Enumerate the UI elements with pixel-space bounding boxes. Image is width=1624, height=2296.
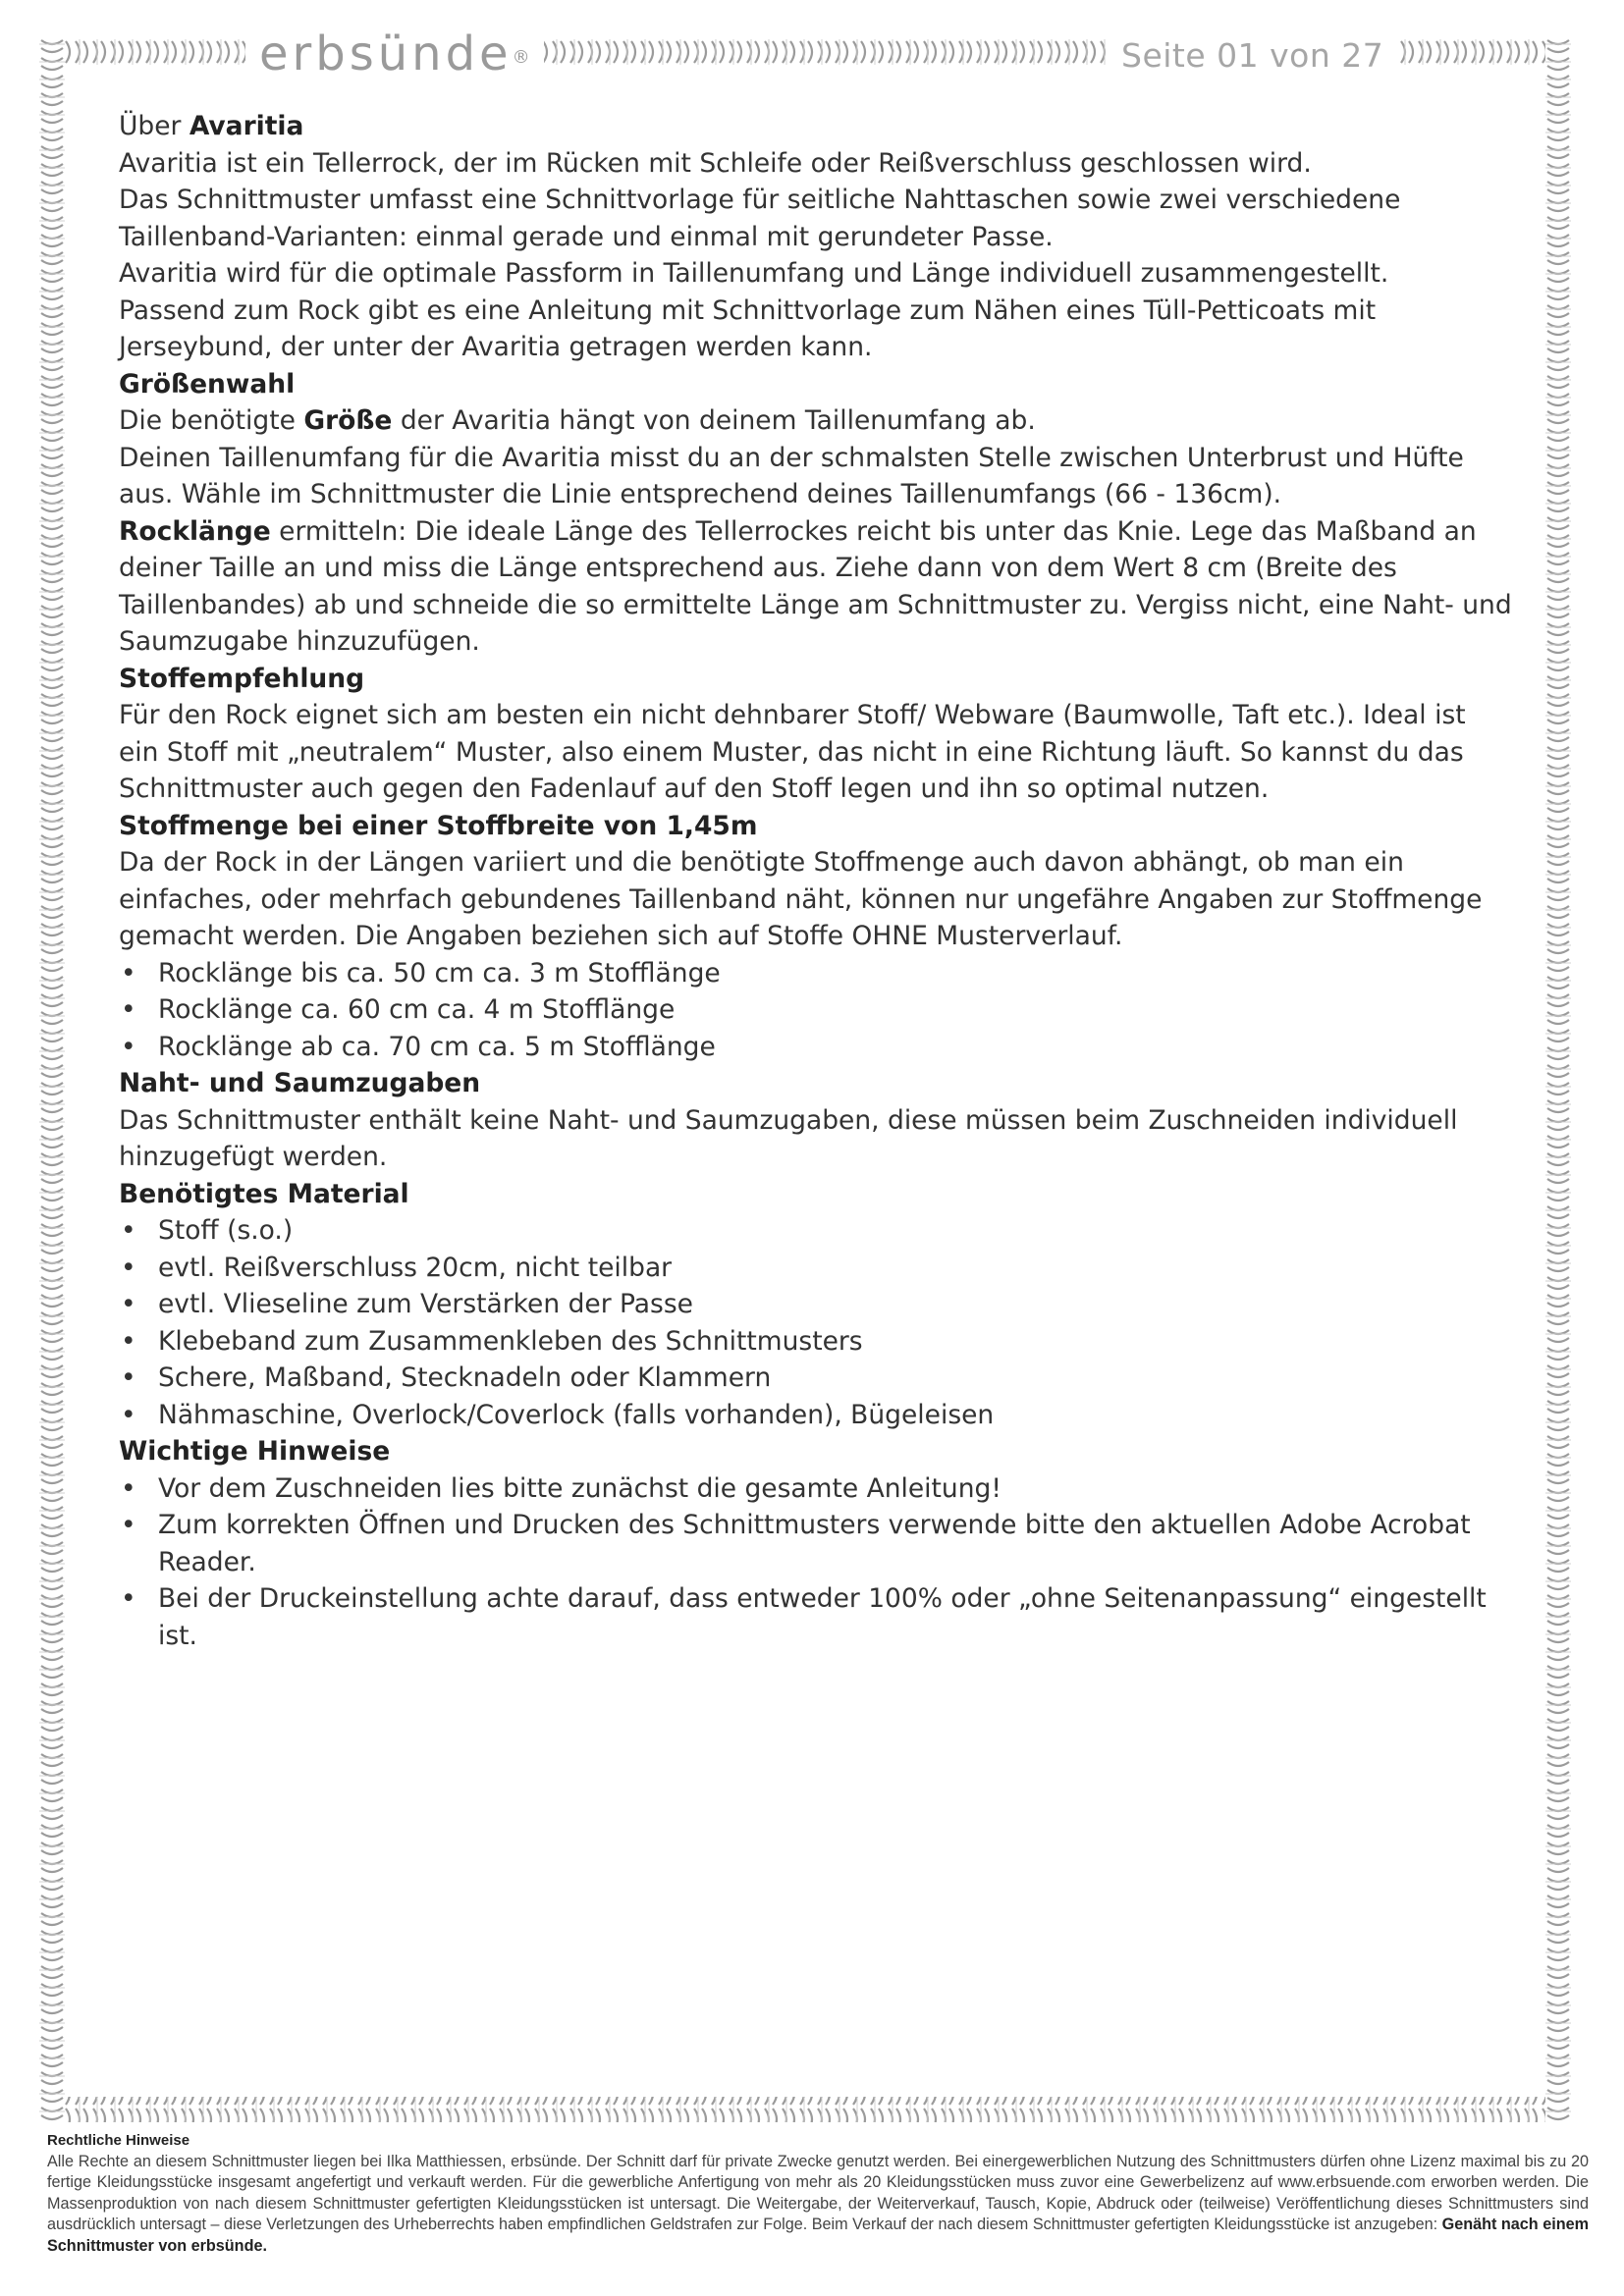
amount-list [119,955,1513,1066]
list-item: • Klebeband zum Zusammenkleben des Schnittmusters [119,1323,1513,1361]
size-line-1: Die benötigte Größe der Avaritia hängt von deinem Taillenumfang ab. [119,405,1036,436]
list-item: • Vor dem Zuschneiden lies bitte zunächst die gesamte Anleitung! [119,1470,1513,1508]
seam-title: Naht- und Saumzugaben [119,1068,481,1098]
size-line-2: Deinen Taillenumfang für die Avaritia misst du an der schmalsten Stelle zwischen Unterbrust und Hüfte aus. Wähle im Schnittmuster die Linie entsprechend deines Taillenumfangs (66 - 136cm). [119,442,1464,509]
amount-title: Stoffmenge bei einer Stoffbreite von 1,45m [119,810,758,841]
material-list [119,1212,1513,1433]
material-title: Benötigtes Material [119,1178,409,1209]
about-title: Über Avaritia [119,111,304,141]
list-item: • Rocklänge ca. 60 cm ca. 4 m Stofflänge [119,991,1513,1029]
list-item: • Bei der Druckeinstellung achte darauf, dass entweder 100% oder „ohne Seitenanpassung“ eingestellt ist. [119,1580,1513,1654]
list-item: • Schere, Maßband, Stecknadeln oder Klammern [119,1360,1513,1397]
about-paragraph-3: Avaritia wird für die optimale Passform in Taillenumfang und Länge individuell zusammengestellt. [119,258,1389,289]
list-item: • Rocklänge bis ca. 50 cm ca. 3 m Stofflänge [119,955,1513,992]
about-paragraph-2: Das Schnittmuster umfasst eine Schnittvorlage für seitliche Nahttaschen sowie zwei verschiedene Taillenband-Varianten: einmal gerade und einmal mit gerundeter Passe. [119,185,1401,252]
legal-title: Rechtliche Hinweise [47,2132,190,2149]
legal-text: Alle Rechte an diesem Schnittmuster liegen bei Ilka Matthiessen, erbsünde. Der Schnitt darf für private Zwecke genutzt werden. Bei einergewerblichen Nutzung des Schnittmusters dürfen ohne Lizenz maximal bis zu 20 fertige Kleidungsstücke insgesamt angefertigt und verkauft werden. Für die gewerbliche Anfertigung von mehr als 20 Kleidungsstücken muss zuvor eine Gewerbelizenz auf www.erbsuende.com erworben werden. Die Massenproduktion von nach diesem Schnittmuster gefertigten Kleidungsstücken ist untersagt. Die Weitergabe, der Weiterverkauf, Tausch, Kopie, Abdruck oder (teilweise) Veröffentlichung dieses Schnittmusters sind ausdrücklich untersagt – diese Verletzungen des Urheberrechts haben empfindlichen Geldstrafen zur Folge. Beim Verkauf der nach diesem Schnittmuster gefertigten Kleidungsstücke ist anzugeben: Genäht nach einem Schnittmuster von erbsünde. [47,2152,1589,2255]
list-item: • Rocklänge ab ca. 70 cm ca. 5 m Stofflänge [119,1029,1513,1066]
legal-notice [47,2130,1589,2257]
fabric-text: Für den Rock eignet sich am besten ein nicht dehnbarer Stoff/ Webware (Baumwolle, Taft etc.). Ideal ist ein Stoff mit „neutralem“ Muster, also einem Muster, das nicht in eine Richtung läuft. So kannst du das Schnittmuster auch gegen den Fadenlauf auf den Stoff legen und ihn so optimal nutzen. [119,700,1466,804]
seam-text: Das Schnittmuster enthält keine Naht- und Saumzugaben, diese müssen beim Zuschneiden individuell hinzugefügt werden. [119,1104,1458,1172]
amount-text: Da der Rock in der Längen variiert und die benötigte Stoffmenge auch davon abhängt, ob man ein einfaches, oder mehrfach gebundenes Taillenband näht, können nur ungefähre Angaben zur Stoffmenge gemacht werden. Die Angaben beziehen sich auf Stoffe OHNE Musterverlauf. [119,847,1483,951]
list-item: • Nähmaschine, Overlock/Coverlock (falls vorhanden), Bügeleisen [119,1397,1513,1434]
notes-title: Wichtige Hinweise [119,1436,391,1467]
list-item: • evtl. Vlieseline zum Verstärken der Passe [119,1286,1513,1323]
about-paragraph-1: Avaritia ist ein Tellerrock, der im Rücken mit Schleife oder Reißverschluss geschlossen wird. [119,147,1312,179]
page-content [119,108,1513,1654]
page-number: Seite 01 von 27 [1108,31,1397,80]
list-item: • evtl. Reißverschluss 20cm, nicht teilbar [119,1250,1513,1287]
size-title: Größenwahl [119,368,296,400]
list-item: • Stoff (s.o.) [119,1212,1513,1250]
fabric-title: Stoffempfehlung [119,663,365,694]
about-paragraph-4: Passend zum Rock gibt es eine Anleitung mit Schnittvorlage zum Nähen eines Tüll-Petticoats mit Jerseybund, der unter der Avaritia getragen werden kann. [119,294,1377,362]
length-paragraph: Rocklänge ermitteln: Die ideale Länge des Tellerrockes reicht bis unter das Knie. Lege das Maßband an deiner Taille an und miss die Länge entsprechend aus. Ziehe dann von dem Wert 8 cm (Breite des Taillenbandes) ab und schneide die so ermittelte Länge am Schnittmuster zu. Vergiss nicht, eine Naht- und Saumzugabe hinzuzufügen. [119,515,1512,657]
brand-logo: erbsünde® [245,26,544,82]
notes-list [119,1470,1513,1655]
legal-label: Genäht nach einem Schnittmuster von erbsünde. [47,2216,1589,2255]
list-item: • Zum korrekten Öffnen und Drucken des Schnittmusters verwende bitte den aktuellen Adobe Acrobat Reader. [119,1507,1513,1580]
